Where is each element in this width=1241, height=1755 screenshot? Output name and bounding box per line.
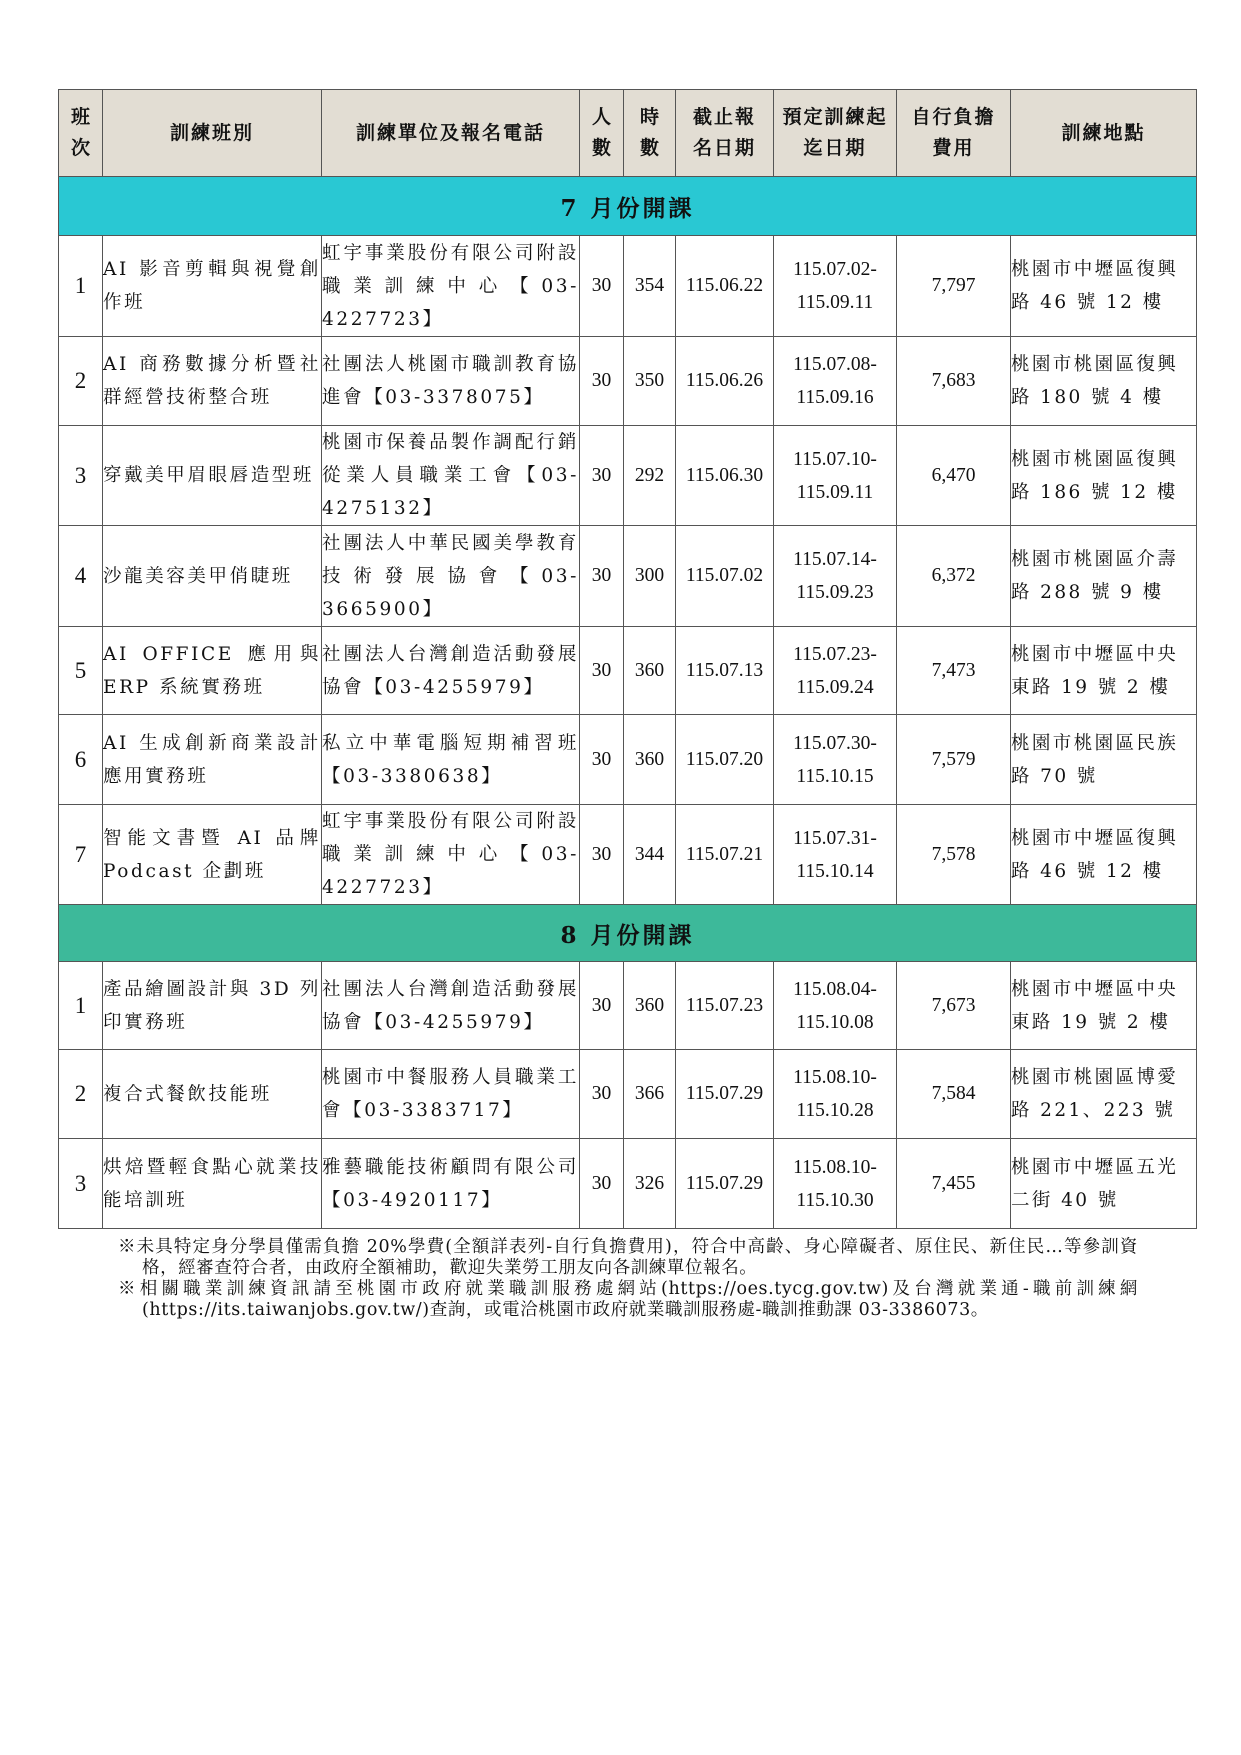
- cell-location: 桃園市中壢區復興路 46 號 12 樓: [1011, 236, 1197, 337]
- footnotes: [118, 1237, 1138, 1321]
- cell-location: 桃園市中壢區五光二街 40 號: [1011, 1139, 1197, 1229]
- section-title: 8 月份開課: [59, 905, 1197, 962]
- cell-people: 30: [580, 236, 624, 337]
- header-deadline: 截止報名日期: [676, 90, 774, 177]
- header-hours: 時數: [624, 90, 676, 177]
- header-unit: 訓練單位及報名電話: [322, 90, 580, 177]
- table-row: [59, 1050, 1197, 1139]
- cell-course: 智能文書暨 AI 品牌 Podcast 企劃班: [103, 805, 322, 905]
- cell-unit: 社團法人中華民國美學教育技術發展協會【03-3665900】: [322, 526, 580, 627]
- cell-course: AI 生成創新商業設計應用實務班: [103, 715, 322, 805]
- period-start: 115.07.30-: [793, 732, 877, 754]
- cell-people: 30: [580, 627, 624, 715]
- cell-deadline: 115.06.22: [676, 236, 774, 337]
- cell-location: 桃園市桃園區介壽路 288 號 9 樓: [1011, 526, 1197, 627]
- cell-seq: 1: [59, 962, 103, 1050]
- cell-period: [774, 715, 897, 805]
- cell-course: AI OFFICE 應用與 ERP 系統實務班: [103, 627, 322, 715]
- cell-seq: 1: [59, 236, 103, 337]
- cell-unit: 社團法人台灣創造活動發展協會【03-4255979】: [322, 627, 580, 715]
- period-start: 115.07.23-: [793, 643, 877, 665]
- header-seq: 班次: [59, 90, 103, 177]
- table-row: [59, 627, 1197, 715]
- cell-seq: 4: [59, 526, 103, 627]
- cell-people: 30: [580, 962, 624, 1050]
- cell-hours: 360: [624, 627, 676, 715]
- cell-course: AI 影音剪輯與視覺創作班: [103, 236, 322, 337]
- cell-deadline: 115.07.23: [676, 962, 774, 1050]
- cell-location: 桃園市中壢區復興路 46 號 12 樓: [1011, 805, 1197, 905]
- cell-hours: 350: [624, 337, 676, 426]
- period-end: 115.10.28: [796, 1100, 874, 1121]
- header-fee: 自行負擔費用: [897, 90, 1011, 177]
- section-header-july: [59, 177, 1197, 236]
- cell-fee: 7,797: [897, 236, 1011, 337]
- period-end: 115.09.11: [796, 292, 874, 313]
- cell-period: [774, 426, 897, 526]
- cell-location: 桃園市桃園區復興路 180 號 4 樓: [1011, 337, 1197, 426]
- period-end: 115.10.30: [796, 1189, 874, 1211]
- cell-course: AI 商務數據分析暨社群經營技術整合班: [103, 337, 322, 426]
- header-period: 預定訓練起迄日期: [774, 90, 897, 177]
- cell-seq: 7: [59, 805, 103, 905]
- header-location: 訓練地點: [1011, 90, 1197, 177]
- section-header-august: [59, 905, 1197, 962]
- table-row: [59, 236, 1197, 337]
- cell-location: 桃園市桃園區博愛路 221、223 號: [1011, 1050, 1197, 1139]
- cell-course: 烘焙暨輕食點心就業技能培訓班: [103, 1139, 322, 1229]
- cell-course: 穿戴美甲眉眼唇造型班: [103, 426, 322, 526]
- cell-fee: 7,673: [897, 962, 1011, 1050]
- cell-unit: 桃園市保養品製作調配行銷從業人員職業工會【03-4275132】: [322, 426, 580, 526]
- cell-location: 桃園市中壢區中央東路 19 號 2 樓: [1011, 962, 1197, 1050]
- table-row: [59, 337, 1197, 426]
- cell-deadline: 115.07.29: [676, 1139, 774, 1229]
- cell-people: 30: [580, 715, 624, 805]
- cell-fee: 7,455: [897, 1139, 1011, 1229]
- cell-seq: 3: [59, 1139, 103, 1229]
- table-body: [59, 177, 1197, 1229]
- period-end: 115.09.24: [796, 676, 874, 698]
- cell-deadline: 115.07.21: [676, 805, 774, 905]
- cell-period: [774, 526, 897, 627]
- footnote-subsidy: ※未具特定身分學員僅需負擔 20%學費(全額詳表列-自行負擔費用)，符合中高齡、身心障礙者、原住民、新住民…等參訓資格，經審查符合者，由政府全額補助，歡迎失業勞工朋友向各訓練單位報名。: [118, 1237, 1138, 1278]
- cell-deadline: 115.07.29: [676, 1050, 774, 1139]
- cell-hours: 366: [624, 1050, 676, 1139]
- cell-location: 桃園市桃園區復興路 186 號 12 樓: [1011, 426, 1197, 526]
- cell-period: [774, 337, 897, 426]
- cell-hours: 354: [624, 236, 676, 337]
- footnote-info: ※相關職業訓練資訊請至桃園市政府就業職訓服務處網站(https://oes.tycg.gov.tw)及台灣就業通-職前訓練網(https://its.taiwanjobs.gov.tw/)查詢，或電洽桃園市政府就業職訓服務處-職訓推動課 03-3386073。: [118, 1279, 1138, 1320]
- header-people: 人數: [580, 90, 624, 177]
- cell-hours: 300: [624, 526, 676, 627]
- cell-deadline: 115.07.13: [676, 627, 774, 715]
- period-end: 115.09.16: [796, 387, 874, 408]
- cell-unit: 私立中華電腦短期補習班【03-3380638】: [322, 715, 580, 805]
- period-start: 115.08.04-: [793, 978, 877, 1000]
- cell-hours: 292: [624, 426, 676, 526]
- table-row: [59, 426, 1197, 526]
- header-course: 訓練班別: [103, 90, 322, 177]
- cell-hours: 360: [624, 715, 676, 805]
- period-start: 115.08.10-: [793, 1067, 877, 1088]
- table-header: [59, 90, 1197, 177]
- cell-seq: 5: [59, 627, 103, 715]
- cell-course: 產品繪圖設計與 3D 列印實務班: [103, 962, 322, 1050]
- period-end: 115.09.23: [796, 582, 874, 603]
- cell-unit: 社團法人台灣創造活動發展協會【03-4255979】: [322, 962, 580, 1050]
- period-end: 115.10.14: [796, 860, 874, 882]
- cell-period: [774, 1050, 897, 1139]
- period-start: 115.08.10-: [793, 1156, 877, 1178]
- period-start: 115.07.08-: [793, 354, 877, 375]
- cell-location: 桃園市桃園區民族路 70 號: [1011, 715, 1197, 805]
- period-start: 115.07.31-: [793, 827, 877, 849]
- cell-period: [774, 962, 897, 1050]
- table-row: [59, 526, 1197, 627]
- cell-hours: 360: [624, 962, 676, 1050]
- table-row: [59, 715, 1197, 805]
- cell-deadline: 115.07.02: [676, 526, 774, 627]
- cell-deadline: 115.06.30: [676, 426, 774, 526]
- cell-period: [774, 236, 897, 337]
- cell-period: [774, 627, 897, 715]
- table-row: [59, 1139, 1197, 1229]
- cell-seq: 2: [59, 1050, 103, 1139]
- period-start: 115.07.14-: [793, 549, 877, 570]
- cell-unit: 虹宇事業股份有限公司附設職業訓練中心【03-4227723】: [322, 805, 580, 905]
- cell-people: 30: [580, 526, 624, 627]
- cell-people: 30: [580, 805, 624, 905]
- cell-fee: 6,372: [897, 526, 1011, 627]
- cell-hours: 344: [624, 805, 676, 905]
- cell-fee: 7,584: [897, 1050, 1011, 1139]
- period-end: 115.10.08: [796, 1011, 874, 1033]
- table-row: [59, 962, 1197, 1050]
- cell-course: 沙龍美容美甲俏睫班: [103, 526, 322, 627]
- period-start: 115.07.10-: [793, 448, 877, 470]
- cell-unit: 雅藝職能技術顧問有限公司【03-4920117】: [322, 1139, 580, 1229]
- cell-unit: 桃園市中餐服務人員職業工會【03-3383717】: [322, 1050, 580, 1139]
- cell-period: [774, 1139, 897, 1229]
- cell-people: 30: [580, 1050, 624, 1139]
- cell-fee: 7,683: [897, 337, 1011, 426]
- cell-people: 30: [580, 426, 624, 526]
- cell-hours: 326: [624, 1139, 676, 1229]
- section-title: 7 月份開課: [59, 177, 1197, 236]
- cell-people: 30: [580, 1139, 624, 1229]
- cell-period: [774, 805, 897, 905]
- cell-seq: 3: [59, 426, 103, 526]
- table-row: [59, 805, 1197, 905]
- cell-seq: 6: [59, 715, 103, 805]
- cell-fee: 7,473: [897, 627, 1011, 715]
- period-start: 115.07.02-: [793, 259, 877, 280]
- training-schedule-table: [58, 89, 1197, 1229]
- cell-course: 複合式餐飲技能班: [103, 1050, 322, 1139]
- cell-location: 桃園市中壢區中央東路 19 號 2 樓: [1011, 627, 1197, 715]
- cell-fee: 7,578: [897, 805, 1011, 905]
- cell-fee: 6,470: [897, 426, 1011, 526]
- cell-fee: 7,579: [897, 715, 1011, 805]
- cell-deadline: 115.06.26: [676, 337, 774, 426]
- cell-unit: 社團法人桃園市職訓教育協進會【03-3378075】: [322, 337, 580, 426]
- cell-people: 30: [580, 337, 624, 426]
- period-end: 115.09.11: [796, 481, 874, 503]
- cell-deadline: 115.07.20: [676, 715, 774, 805]
- cell-seq: 2: [59, 337, 103, 426]
- cell-unit: 虹宇事業股份有限公司附設職業訓練中心【03-4227723】: [322, 236, 580, 337]
- period-end: 115.10.15: [796, 765, 874, 787]
